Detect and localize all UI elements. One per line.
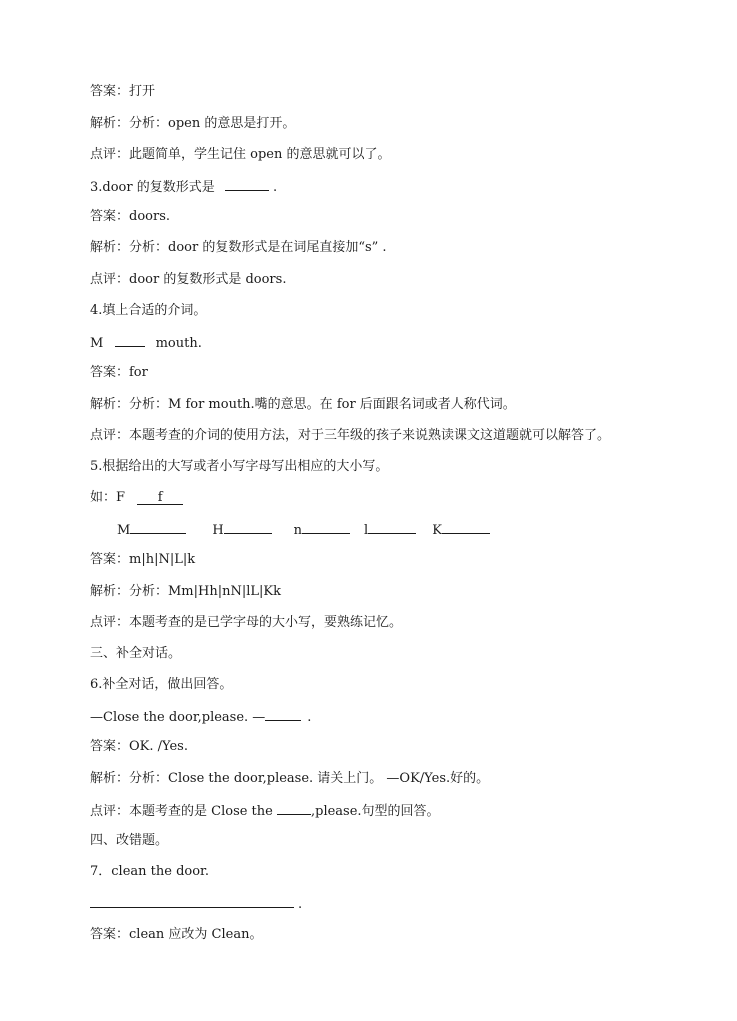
answer-blank xyxy=(302,521,350,534)
comment-line: 点评：此题简单，学生记住 open 的意思就可以了。 xyxy=(90,147,391,162)
letter-m: M xyxy=(90,336,104,351)
question-7: 7．clean the door. xyxy=(90,864,209,879)
answer-line: 答案：for xyxy=(90,365,148,380)
comment-line: 点评：本题考查的是已学字母的大小写，要熟练记忆。 xyxy=(90,615,403,630)
analysis-line: 解析：分析：open 的意思是打开。 xyxy=(90,116,296,131)
answer-blank xyxy=(225,178,269,191)
answer-line: 答案：OK. /Yes. xyxy=(90,739,188,754)
word-mouth: mouth. xyxy=(155,336,202,351)
letter-n: n xyxy=(293,523,303,538)
answer-line: 答案：doors. xyxy=(90,209,170,224)
example-line xyxy=(90,490,183,506)
letter-h: H xyxy=(212,523,224,538)
answer-blank xyxy=(265,708,301,721)
dialogue-text: —Close the door,please. — xyxy=(90,710,266,725)
answer-blank xyxy=(224,521,272,534)
answer-blank xyxy=(90,895,294,908)
section-heading: 三、补全对话。 xyxy=(90,646,182,661)
answer-line: 答案：clean 应改为 Clean。 xyxy=(90,927,263,942)
comment-line xyxy=(90,802,440,820)
letter-l: l xyxy=(364,523,369,538)
answer-line: 答案：m|h|N|L|k xyxy=(90,552,196,567)
letter-m: M xyxy=(117,523,131,538)
answer-blank xyxy=(115,334,145,347)
correction-line xyxy=(90,895,302,913)
comment-line: 点评：本题考查的介词的使用方法，对于三年级的孩子来说熟读课文这道题就可以解答了。 xyxy=(90,428,611,443)
analysis-line: 解析：分析：Mm|Hh|nN|lL|Kk xyxy=(90,584,281,599)
question-3 xyxy=(90,178,277,196)
section-heading: 四、改错题。 xyxy=(90,833,169,848)
question-6: 6.补全对话，做出回答。 xyxy=(90,677,233,692)
comment-line: 点评：door 的复数形式是 doors. xyxy=(90,272,287,287)
letters-row xyxy=(117,521,490,539)
correction-end: . xyxy=(298,897,303,912)
answer-blank xyxy=(130,521,186,534)
dialogue-end: . xyxy=(307,710,312,725)
answer-line: 答案：打开 xyxy=(90,84,156,99)
example-label: 如：F xyxy=(90,490,126,505)
example-answer: f xyxy=(137,491,183,505)
question-3-end: . xyxy=(273,180,278,195)
letter-k: K xyxy=(432,523,442,538)
analysis-line: 解析：分析：Close the door,please. 请关上门。 —OK/Yes.好的。 xyxy=(90,771,490,786)
analysis-line: 解析：分析：M for mouth.嘴的意思。在 for 后面跟名词或者人称代词。 xyxy=(90,397,516,412)
question-5: 5.根据给出的大写或者小写字母写出相应的大小写。 xyxy=(90,459,389,474)
analysis-line: 解析：分析：door 的复数形式是在词尾直接加“s” . xyxy=(90,240,387,255)
answer-blank xyxy=(277,802,311,815)
answer-blank xyxy=(442,521,490,534)
answer-blank xyxy=(368,521,416,534)
question-4-item xyxy=(90,334,202,352)
question-4: 4.填上合适的介词。 xyxy=(90,303,207,318)
question-3-text: 3.door 的复数形式是 xyxy=(90,180,215,195)
comment-end: ,please.句型的回答。 xyxy=(311,804,440,819)
comment-text: 点评：本题考查的是 Close the xyxy=(90,804,273,819)
dialogue-line xyxy=(90,708,311,726)
